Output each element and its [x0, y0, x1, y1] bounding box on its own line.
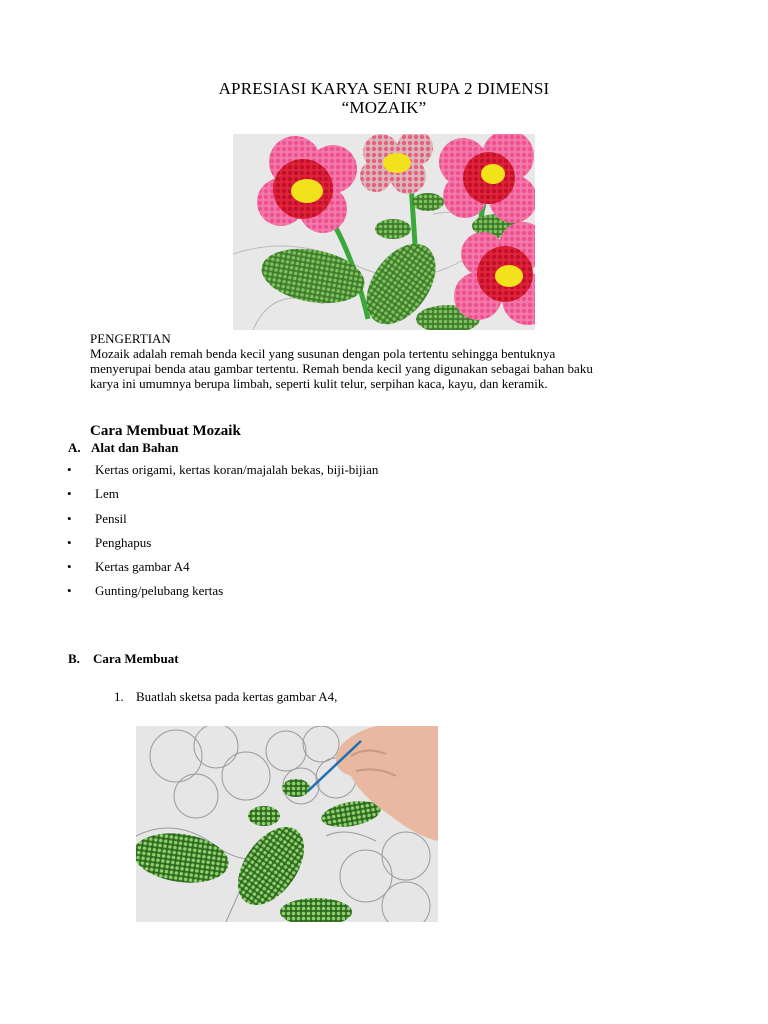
- list-item: [0, 559, 768, 579]
- flower-mosaic-illustration: [233, 134, 535, 330]
- list-item: [0, 486, 768, 506]
- cara-membuat-heading: Cara Membuat Mozaik: [90, 423, 241, 439]
- section-b-label: Cara Membuat: [93, 651, 179, 666]
- step-1-text: Buatlah sketsa pada kertas gambar A4,: [136, 689, 338, 704]
- list-item: [0, 511, 768, 531]
- list-item: [0, 535, 768, 555]
- list-item-text: Kertas gambar A4: [95, 559, 190, 574]
- mosaic-process-photo: [136, 726, 438, 922]
- pengertian-line-3: karya ini umumnya berupa limbah, seperti kulit telur, serpihan kaca, kayu, dan keramik.: [90, 376, 548, 391]
- document-title-line2: “MOZAIK”: [341, 98, 427, 117]
- bullet-icon: •: [67, 559, 72, 574]
- list-item: [0, 583, 768, 603]
- document-title-line1: APRESIASI KARYA SENI RUPA 2 DIMENSI: [218, 79, 550, 98]
- list-item: [0, 462, 768, 482]
- section-a-label: Alat dan Bahan: [91, 440, 179, 455]
- bullet-icon: •: [67, 535, 72, 550]
- pengertian-line-2: menyerupai benda atau gambar tertentu. Remah benda kecil yang digunakan sebagai bahan baku: [90, 361, 593, 376]
- pengertian-line-1: Mozaik adalah remah benda kecil yang susunan dengan pola tertentu sehingga bentuknya: [90, 346, 556, 361]
- mosaic-process-illustration: [136, 726, 438, 922]
- list-item-text: Gunting/pelubang kertas: [95, 583, 224, 598]
- list-item-text: Pensil: [95, 511, 127, 526]
- section-a-marker: A.: [68, 440, 81, 455]
- pengertian-heading: PENGERTIAN: [90, 331, 171, 346]
- list-item-text: Penghapus: [95, 535, 152, 550]
- bullet-icon: •: [67, 462, 72, 477]
- section-b-marker: B.: [68, 651, 80, 666]
- list-item-text: Kertas origami, kertas koran/majalah bekas, biji-bijian: [95, 462, 379, 477]
- bullet-icon: •: [67, 486, 72, 501]
- bullet-icon: •: [67, 583, 72, 598]
- bullet-icon: •: [67, 511, 72, 526]
- list-item-text: Lem: [95, 486, 119, 501]
- step-1-number: 1.: [114, 689, 124, 704]
- flower-mosaic-photo: [233, 134, 535, 330]
